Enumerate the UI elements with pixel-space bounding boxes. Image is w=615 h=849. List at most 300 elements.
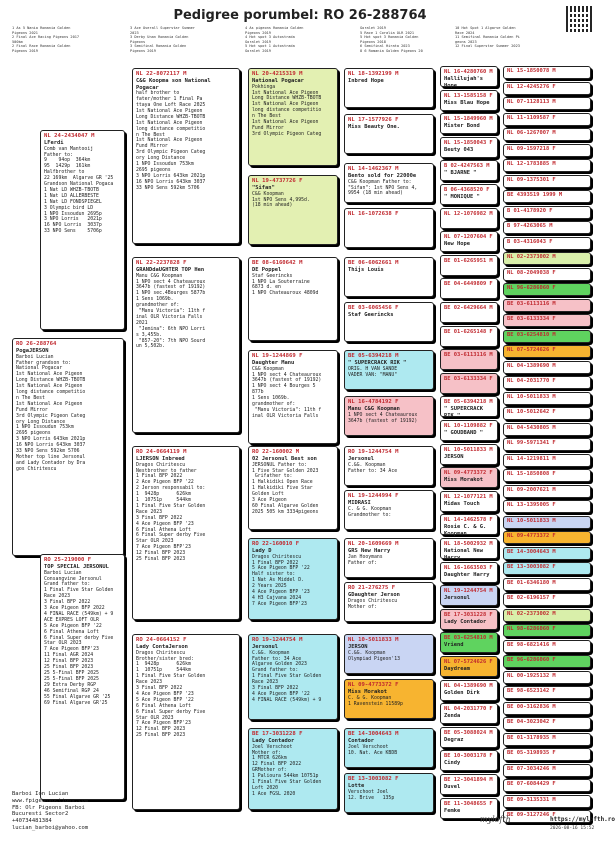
pigeon-card[interactable] bbox=[248, 446, 338, 530]
pigeon-card[interactable] bbox=[503, 469, 591, 482]
pigeon-name: Duvel bbox=[444, 784, 461, 790]
pigeon-card[interactable] bbox=[440, 609, 498, 630]
ring-number: NL 02-2373002 M bbox=[507, 610, 556, 617]
pigeon-card[interactable] bbox=[503, 717, 591, 730]
pigeon-card[interactable] bbox=[248, 728, 338, 810]
pigeon-card[interactable] bbox=[248, 538, 338, 620]
ring-number: NL 04-5430805 M bbox=[507, 424, 556, 431]
pigeon-notes: C&G Koopman 1 NPO sect 4 Chateauroux 3647b (fastest of 19192) 1 NPO sect 4 Bourges 5 877b 1 Sens 1069b. grandmother of: "Manu Victoria": 11th f inal OLR Victoria Falls bbox=[252, 366, 322, 419]
ring-number: BE 03-6113116 M bbox=[507, 300, 556, 307]
pigeon-card[interactable] bbox=[503, 562, 591, 575]
pigeon-card[interactable] bbox=[503, 640, 591, 653]
pigeon-card[interactable] bbox=[503, 438, 591, 451]
pigeon-notes: Jan Hooymans Father of: bbox=[348, 554, 383, 566]
pigeon-name: Femke bbox=[444, 807, 461, 814]
pigeon-card[interactable] bbox=[248, 68, 338, 166]
pigeon-card[interactable] bbox=[503, 330, 591, 343]
pigeon-card[interactable] bbox=[440, 90, 498, 111]
pigeon-notes: Dragos Chiritescu Nestbrother to father 1 Final BFP 2022 2 Ace Pigeon BFP '22 2 Jerson responsabil to: 1 9428p 626km 1 10751p 544km 1 Final Five Star Golden Race 2023 3 Final BFP 2022 4 Ace Pigeon BFP '23 6 Final Athena Loft 6 Final Super derby Five Star OLR 2023 7 Ace Pigeon BFP'23 12 Final BFP 2023 25 Final BFP 2023 bbox=[136, 462, 206, 563]
pigeon-notes: C.&G. Koopman Father to: 34 Ace bbox=[348, 462, 398, 474]
pigeon-card[interactable] bbox=[132, 68, 240, 244]
pigeon-card[interactable] bbox=[440, 208, 498, 229]
ring-number: NL 18-1392199 M bbox=[348, 71, 399, 77]
pigeon-name: Degraz bbox=[444, 736, 464, 743]
timestamp: 2026-08-16 15:52 bbox=[550, 826, 595, 831]
ring-number: BE 05-3198935 F bbox=[507, 750, 556, 756]
ring-number: BE 06-6062661 M bbox=[348, 260, 399, 266]
pigeon-card[interactable] bbox=[503, 733, 591, 746]
ring-number: BE 10-3003178 F bbox=[444, 753, 493, 760]
pigeon-card[interactable] bbox=[503, 593, 591, 606]
pigeon-name: Lady ContaJerson bbox=[136, 644, 188, 650]
ring-number: NL 14-1462367 M bbox=[348, 166, 399, 172]
pigeon-card[interactable] bbox=[503, 609, 591, 622]
pigeon-name: National Pogacar bbox=[252, 78, 304, 84]
ring-number: NL 04-1389690 M bbox=[507, 362, 556, 369]
ring-number: BE 98-6523142 F bbox=[507, 688, 556, 694]
ring-number: NL 19-1244754 M bbox=[444, 588, 493, 595]
pigeon-card[interactable] bbox=[440, 632, 498, 653]
pigeon-name: Rosie C. & G. Koopman bbox=[444, 524, 487, 537]
pigeon-notes: C.&G. Koopman Father to: 34 Ace Algarve Golden 2023 Grand father to: 1 Final Five Star Golden Race 2023 3 Final BFP 2022 4 Ace Pigeon BFP '22 4 FINAL RACE (549km) + 9 bbox=[252, 650, 322, 703]
pigeon-notes: Joel Verschoot Mother of: 1 MTCR 626km 12 Final BFP 2022 GRMother of: 1 Palioura 544km 10751p 1 Final Five Star Golden Loft 2020 1 Ace FGSL 2020 bbox=[252, 744, 322, 797]
pigeon-notes: Barboi Lucian Consangvine Jersonul Grand father to: 1 Final Five Star Golden Race 2023 3 Final BFP 2022 3 Ace Pigeon BFP 2022 4 FINAL RACE (549km) + 9 ACE EXPRES LOFT OLR 5 Ace Pigeon BFP '22 6 Final Athena Loft 6 Final Super derby Five Star OLR 2023 7 Ace Pigeon BFP'23 11 Final AGR 2024 12 Final BFP 2023 25 Final BFP 2023 25 5-Final BFP 2025 25 5-Final BFP 2025 29 Extra Derby RGP 46 Semifinal RGP 24 55 Final Algarve GR '25 69 Final Algarve GR'25 bbox=[44, 570, 114, 706]
site-link[interactable]: https://mylofth.ro bbox=[550, 816, 615, 823]
ring-number: NL 14-1219811 M bbox=[507, 455, 556, 462]
pigeon-card[interactable] bbox=[440, 302, 498, 323]
ring-number: BE 00-3162836 M bbox=[507, 703, 556, 710]
pigeon-card[interactable] bbox=[344, 163, 434, 203]
pigeon-card[interactable] bbox=[503, 578, 591, 591]
pigeon-card[interactable] bbox=[503, 268, 591, 281]
pigeon-name: JERSON bbox=[348, 644, 368, 650]
pigeon-card[interactable] bbox=[503, 516, 591, 529]
pigeon-notes: Dragos Chiritescu 1 Final BFP 2022 5 Ace Pigeon BFP '22 Half sister to: 1 Nat As Middel D. 2 Years 2025 4 Ace Pigeon BFP '23 4 H3 Cajvana 2024 7 Ace Pigeon BFP'23 bbox=[252, 554, 310, 607]
ring-number: BE 14-3004643 M bbox=[507, 548, 556, 555]
ring-number: NL 09-4773372 F bbox=[507, 533, 556, 539]
pigeon-card[interactable] bbox=[344, 679, 434, 719]
pigeon-card[interactable] bbox=[440, 396, 498, 417]
pigeon-name: Daydream bbox=[444, 666, 470, 672]
pigeon-card[interactable] bbox=[440, 562, 498, 583]
pigeon-name: MIDRASI bbox=[348, 500, 371, 506]
ring-number: BE 05-3088024 M bbox=[444, 729, 493, 736]
pigeon-card[interactable] bbox=[440, 491, 498, 512]
header-results-col-2: 3 Ace Overall Superstar Summer 2023 3 Derby Unan Romania Golden Pigeons 3 Semifinal Romania Golden Pigeons 2019 bbox=[130, 26, 195, 53]
ring-number: BE 04-3023042 F bbox=[507, 719, 556, 725]
pigeon-name: Beuty 043 bbox=[444, 146, 474, 153]
ring-number: BE 01-3178935 M bbox=[507, 734, 556, 741]
pigeon-card[interactable] bbox=[503, 748, 591, 761]
ring-number: NL 18-5002932 M bbox=[444, 541, 493, 547]
pigeon-card[interactable] bbox=[344, 257, 434, 297]
pigeon-name: JERSON bbox=[444, 453, 464, 460]
ring-number: NL 02-2373002 M bbox=[507, 254, 556, 260]
pigeon-card[interactable] bbox=[503, 206, 591, 219]
pigeon-card[interactable] bbox=[344, 208, 434, 248]
ring-number: NL 12-1076982 M bbox=[444, 210, 493, 217]
pigeon-card[interactable] bbox=[344, 396, 434, 436]
pigeon-card[interactable] bbox=[344, 490, 434, 530]
ring-number: NL 09-1597218 F bbox=[507, 145, 556, 152]
pigeon-name: Miss Morakot bbox=[444, 477, 483, 484]
pigeon-name: Daughter Manu bbox=[252, 360, 295, 366]
ring-number: RO 19-1244754 M bbox=[348, 449, 399, 455]
pigeon-card[interactable] bbox=[503, 237, 591, 250]
ring-number: BE 07-6084429 F bbox=[507, 781, 556, 787]
pigeon-notes: Manu C&G Koopman 1 NPO sect 4 Chateauroux 3647b (fastest of 19192) 1 NPO sec.4Bourges 5877b 1 Sens 1069b. grandmother of: "Manu Victoria": 11th f inal OLR Victoria Falls 2021 "Jemina": 6th NPO Lorri s 3,455b. "857-20": 7th NPO Sourd un 5,502b. bbox=[136, 273, 206, 350]
pigeon-name: Mister Bond bbox=[444, 123, 480, 130]
pigeon-card[interactable] bbox=[344, 728, 434, 768]
pigeon-name: PogaJERSON bbox=[16, 348, 49, 354]
pigeon-name: DE Poppel bbox=[252, 267, 282, 273]
pigeon-notes: C. & G. Koopman 1 Ravenstein 11589p bbox=[348, 695, 403, 707]
pigeon-card[interactable] bbox=[503, 283, 591, 296]
pigeon-card[interactable] bbox=[40, 130, 125, 330]
pigeon-name: " SUPERCRACK RIK " bbox=[348, 360, 407, 366]
pigeon-name: Contador bbox=[348, 738, 374, 744]
ring-number: NL 09-4773372 F bbox=[444, 470, 493, 477]
ring-number: NL 24-2434047 M bbox=[44, 133, 95, 139]
ring-number: BE 01-6265951 M bbox=[444, 257, 493, 264]
pigeon-card[interactable] bbox=[503, 531, 591, 544]
pigeon-name: LJERSON Inbreed bbox=[136, 456, 185, 462]
pigeon-name: TOP SPECIAL JERSONUL bbox=[44, 564, 109, 570]
pigeon-name: Miss Morakot bbox=[348, 689, 387, 695]
pigeon-card[interactable] bbox=[440, 113, 498, 134]
ring-number: NL 09-1375301 F bbox=[507, 176, 556, 183]
pigeon-name: GRANDdaUGHTER TOP Hen bbox=[136, 267, 205, 273]
pigeon-card[interactable] bbox=[440, 420, 498, 441]
pigeon-card[interactable] bbox=[503, 66, 591, 79]
pigeon-card[interactable] bbox=[503, 500, 591, 513]
ring-number: NL 98-6286060 F bbox=[507, 626, 556, 632]
pigeon-card[interactable] bbox=[440, 255, 498, 276]
ring-number: BE 05-6394218 M bbox=[348, 353, 399, 359]
pigeon-card[interactable] bbox=[40, 554, 125, 800]
ring-number: NL 12-1077121 M bbox=[444, 493, 493, 500]
ring-number: BE 02-6429664 M bbox=[444, 305, 493, 311]
pigeon-card[interactable] bbox=[344, 538, 434, 578]
ring-number: BE 01-6265148 F bbox=[444, 328, 493, 335]
pigeon-card[interactable] bbox=[440, 349, 498, 370]
pigeon-card[interactable] bbox=[440, 703, 498, 724]
page-title: Pedigree porumbel: RO 26-288764 bbox=[173, 8, 427, 23]
pigeon-card[interactable] bbox=[248, 350, 338, 444]
header-results-col-4: Goralet 2019 5 Race 1 Coralia OLR 2021 5 Hot spot 3 Romania Golden Pigeons 2018 6 Semifinal Hirata 2023 8 6 Romania Golden Pigeons 20 bbox=[360, 26, 423, 53]
pigeon-notes: Dragos Chiritescu Brother/sister bred: 1 9428p 626km 1 10751p 544km 1 Final Five Star Golden Race 2023 3 Final BFP 2022 4 Ace Pigeon BFP '23 5 Ace Pigeon BFP '22 6 Final Athena Loft 6 Final Super derby Five Star OLR 2023 7 Ace Pigeon BFP'23 12 Final BFP 2023 25 Final BFP 2023 bbox=[136, 650, 206, 739]
pigeon-card[interactable] bbox=[440, 278, 498, 299]
ring-number: BE 03-6254810 M bbox=[444, 635, 493, 642]
ring-number: NL 04-2031770 F bbox=[507, 378, 556, 384]
pigeon-card[interactable] bbox=[248, 257, 338, 341]
pigeon-name: "Sifan" bbox=[252, 185, 275, 191]
ring-number: NL 06-1267007 M bbox=[507, 130, 556, 136]
ring-number: NL 04-1389690 M bbox=[444, 682, 493, 689]
pigeon-card[interactable] bbox=[344, 350, 434, 390]
pigeon-card[interactable] bbox=[344, 68, 434, 108]
pigeon-name: New Hope bbox=[444, 241, 470, 248]
ring-number: NL 09-2007621 M bbox=[507, 486, 556, 493]
pigeon-card[interactable] bbox=[440, 137, 498, 158]
ring-number: NL 16-1072638 F bbox=[348, 211, 399, 217]
pigeon-card[interactable] bbox=[440, 774, 498, 795]
pigeon-card[interactable] bbox=[503, 764, 591, 777]
pigeon-card[interactable] bbox=[440, 444, 498, 465]
pigeon-card[interactable] bbox=[503, 624, 591, 637]
ring-number: NL 09-4773372 F bbox=[348, 682, 399, 688]
ring-number: BE 12-3041894 M bbox=[444, 777, 493, 783]
pigeon-notes: half brother to fater/mother 1 Final Pa ttaya One Loft Race 2025 1st National Ace Pigeon Long Distance WHZB-TBOTB 1st National Ace Pigeon long distance competitio n The Best 1st National Ace Pigeon Fund Mirror 3rd Olympic Pigeon Categ ory Long Distance 1 NPO Issoudun 753km 2695 pigeons 3 NPO Lorris 643km 2021p 16 NPO Lorris 643km 3037 33 NPO Sens 592km 5706 bbox=[136, 91, 206, 191]
ring-number: BE 98-6821416 M bbox=[507, 641, 556, 648]
pigeon-notes: 1 NPO sect 4 Chateauroux 3647b (fastest of 19192) bbox=[348, 412, 418, 424]
header-results-col-3: 4 As pigeons Romania Golden Pigeons 2019 4 Hot spot 3 Autostrada Goralet 2019 5 Hot spot 1 Autostrada Goralet 2019 bbox=[245, 26, 304, 53]
pigeon-name: Lady Contador bbox=[252, 738, 295, 744]
ring-number: NL 12-4245276 F bbox=[507, 83, 556, 90]
ring-number: BE 17-3031228 F bbox=[252, 731, 303, 737]
ring-number: RO 21-276275 F bbox=[348, 585, 396, 591]
ring-number: BE 09-3135331 M bbox=[507, 796, 556, 803]
pigeon-card[interactable] bbox=[503, 299, 591, 312]
pigeon-card[interactable] bbox=[344, 773, 434, 813]
ring-number: B 02-4247563 M bbox=[444, 163, 490, 170]
pigeon-card[interactable] bbox=[344, 114, 434, 154]
pigeon-name: Miss Beauty One. bbox=[348, 124, 400, 130]
pigeon-name: Vriend bbox=[444, 642, 464, 649]
ring-number: B 97-4263065 M bbox=[507, 223, 553, 229]
ring-number: NL 17-1577926 F bbox=[348, 117, 399, 123]
pigeon-name: " GOUDBAND " bbox=[444, 430, 483, 436]
ring-number: NL 99-5971341 F bbox=[507, 440, 556, 446]
ring-number: NL 15-1850043 F bbox=[444, 139, 493, 146]
ring-number: NL 19-1244994 F bbox=[348, 493, 399, 499]
ring-number: BE 17-3031228 F bbox=[444, 611, 493, 618]
ring-number: NL 15-1850808 F bbox=[507, 471, 556, 477]
pigeon-name: Hallilujah's Hope bbox=[444, 76, 483, 89]
pigeon-name: Jersonul bbox=[252, 644, 278, 650]
pigeon-notes: Dragos Chiritescu Mother of: bbox=[348, 598, 398, 610]
pigeon-card[interactable] bbox=[440, 514, 498, 535]
qr-code-icon bbox=[566, 6, 592, 32]
pigeon-card[interactable] bbox=[248, 634, 338, 720]
ring-number: B 06-4368520 F bbox=[444, 187, 490, 193]
pigeon-notes: C. & G. Koopman Grandmother to: bbox=[348, 506, 392, 518]
pigeon-card[interactable] bbox=[503, 113, 591, 126]
ring-number: NL 10-5012642 F bbox=[507, 409, 556, 415]
ring-number: BE 01-6346180 M bbox=[507, 579, 556, 586]
ring-number: NL 10-5011833 M bbox=[444, 446, 493, 453]
pigeon-name: Midas Touch bbox=[444, 500, 480, 507]
pigeon-card[interactable] bbox=[503, 392, 591, 405]
pigeon-card[interactable] bbox=[440, 373, 498, 394]
pigeon-name: Golden Dirk bbox=[444, 689, 480, 696]
pigeon-notes: ORIG. H VAN SANDE VADER VAN: "MANU" bbox=[348, 366, 398, 378]
ring-number: NL 10-5011833 M bbox=[348, 637, 399, 643]
ring-number: NL 16-4784192 F bbox=[348, 399, 399, 405]
pigeon-card[interactable] bbox=[503, 252, 591, 265]
pigeon-name: C&G Koopma son National Pogacar bbox=[136, 78, 211, 91]
ring-number: RO 26-288764 bbox=[16, 341, 57, 347]
pigeon-card[interactable] bbox=[440, 727, 498, 748]
ring-number: RO 19-1244754 M bbox=[252, 637, 303, 643]
pigeon-card[interactable] bbox=[503, 128, 591, 141]
ring-number: BE 11-3048655 F bbox=[444, 800, 493, 807]
pigeon-card[interactable] bbox=[503, 175, 591, 188]
pigeon-name: " SUPERCRACK RIK " bbox=[444, 406, 483, 419]
ring-number: RO 24-0664152 F bbox=[136, 637, 187, 643]
pigeon-card[interactable] bbox=[503, 485, 591, 498]
ring-number: B 03-4316043 F bbox=[507, 238, 553, 245]
ring-number: NL 19-1244869 F bbox=[252, 353, 303, 359]
ring-number: NL 07-1207604 F bbox=[444, 234, 493, 241]
pigeon-name: GRS New Harry bbox=[348, 548, 391, 554]
pigeon-card[interactable] bbox=[503, 655, 591, 668]
ring-number: BE 04-6449809 F bbox=[444, 281, 493, 288]
pigeon-name: Bento sold for 22000e bbox=[348, 173, 417, 179]
mylofth-logo: mylofth bbox=[480, 815, 511, 824]
pigeon-card[interactable] bbox=[503, 407, 591, 420]
pigeon-name: Inbred Hope bbox=[348, 78, 384, 84]
ring-number: NL 11-1109587 F bbox=[507, 114, 556, 121]
pigeon-card[interactable] bbox=[440, 326, 498, 347]
pigeon-notes: C&G Koopman Father to: "Sifan": 1st NPO Sens 4, 9954 (18 min ahead) bbox=[348, 179, 418, 197]
ring-number: NL 07-5724626 F bbox=[444, 659, 493, 665]
pigeon-notes: Barboi Lucian Father grandson to: National Pogacar 1st National Ace Pigeon Long Distance WHZB-TBOTB 1st National Ace Pigeon long distance competitio n The Best 1st National Ace Pigeon Fund Mirror 3rd Olympic Pigeon Categ ory Long Distance 1 NPO Issoudun 753km 2695 pigeons 3 NPO Lorris 643km 2021p 16 NPO Lorris 643km 3037 33 NPO Sens 592km 5706 Mother top line Jersonul and Lady Contador by Dra gos Chiritescu bbox=[16, 354, 86, 472]
pigeon-notes: Pokhinga 1st National Ace Pigeon Long Distance WHZB-TBOTB 1st National Ace Pigeon long distance competitio n The Best 1st National Ace Pigeon Fund Mirror 3rd Olympic Pigeon Categ bbox=[252, 84, 322, 137]
pigeon-card[interactable] bbox=[503, 454, 591, 467]
pigeon-name: Jersonul bbox=[348, 456, 374, 462]
pigeon-card[interactable] bbox=[12, 338, 124, 556]
ring-number: BE 14-3004643 M bbox=[348, 731, 399, 737]
pigeon-card[interactable] bbox=[248, 175, 338, 245]
pigeon-card[interactable] bbox=[344, 582, 434, 622]
pigeon-card[interactable] bbox=[440, 656, 498, 677]
pigeon-card[interactable] bbox=[503, 702, 591, 715]
pigeon-card[interactable] bbox=[503, 795, 591, 808]
ring-number: RO 24-0664119 M bbox=[136, 449, 187, 455]
ring-number: BE 03-6113116 M bbox=[444, 352, 493, 359]
pigeon-card[interactable] bbox=[344, 302, 434, 342]
ring-number: BE 13-3003082 F bbox=[348, 776, 399, 782]
pigeon-card[interactable] bbox=[503, 314, 591, 327]
pigeon-name: Lotte bbox=[348, 783, 365, 789]
pigeon-name: Staf Geerincks bbox=[348, 312, 394, 318]
pigeon-card[interactable] bbox=[440, 66, 498, 87]
ring-number: NL 08-2049038 F bbox=[507, 269, 556, 276]
ring-number: BE 05-6394218 M bbox=[444, 399, 493, 406]
ring-number: NL 10-5011833 M bbox=[507, 393, 556, 400]
ring-number: BE 08-6160642 M bbox=[252, 260, 303, 266]
pigeon-card[interactable] bbox=[503, 547, 591, 560]
pigeon-name: GDaughter Jerson bbox=[348, 592, 400, 598]
pigeon-card[interactable] bbox=[440, 750, 498, 771]
pigeon-name: Zenda bbox=[444, 713, 461, 720]
pigeon-notes: C&G Koopman 1st NPO Sens 4,995d. (18 min ahead) bbox=[252, 191, 310, 209]
pigeon-card[interactable] bbox=[503, 144, 591, 157]
pigeon-card[interactable] bbox=[344, 446, 434, 486]
header-results-col-1: 1 As 5 Nania Romania Golden Pigeons 2021 2 Final Ace Racing Pigeons 2017 500km 2 Final Race Romania Golden Pigeons 2019 bbox=[12, 26, 80, 53]
ring-number: NL 13-1395005 F bbox=[507, 502, 556, 508]
pigeon-name: Thijs Louis bbox=[348, 267, 384, 273]
pigeon-card[interactable] bbox=[503, 97, 591, 110]
ring-number: BE 4393519 1999 M bbox=[507, 192, 563, 198]
ring-number: BE 02-6196157 F bbox=[507, 595, 556, 601]
pigeon-notes: Verschoot Joel 12. Brive 135p bbox=[348, 789, 395, 801]
ring-number: BE 03-6065456 F bbox=[348, 305, 399, 311]
ring-number: NL 20-4215319 M bbox=[252, 71, 303, 77]
ring-number: NL 07-5724626 F bbox=[507, 347, 556, 353]
pigeon-card[interactable] bbox=[440, 231, 498, 252]
pigeon-name: Cindy bbox=[444, 760, 461, 767]
pigeon-card[interactable] bbox=[440, 160, 498, 181]
pigeon-card[interactable] bbox=[503, 423, 591, 436]
pigeon-card[interactable] bbox=[132, 257, 240, 433]
pigeon-name: National New Harry bbox=[444, 548, 483, 561]
ring-number: BE 09-3127246 F bbox=[507, 812, 556, 818]
ring-number: NL 13-1585158 F bbox=[444, 92, 493, 99]
pigeon-card[interactable] bbox=[503, 345, 591, 358]
pigeon-name: Miss Blau Hope bbox=[444, 99, 490, 106]
pigeon-card[interactable] bbox=[503, 779, 591, 792]
ring-number: RO 22-160002 M bbox=[252, 449, 300, 455]
ring-number: NL 07-1128113 M bbox=[507, 99, 556, 105]
ring-number: B 01-4178920 F bbox=[507, 207, 553, 214]
breeder-contact: Barboi Ion Lucian www.fpigeonauctions.com FB: Olr Pigeons Barboi Bucuresti Sector2 +40734481384 lucian_barboi@yahoo.com bbox=[12, 791, 89, 831]
pigeon-card[interactable] bbox=[440, 680, 498, 701]
pigeon-notes: Staf Geerincks 1 NPO La Souterraine 6873 d. en 1 NPO Chateauroux 4809d bbox=[252, 273, 319, 297]
pigeon-name: Lady D bbox=[252, 548, 272, 554]
pigeon-name: " BJARNE " bbox=[444, 170, 477, 177]
pigeon-name: Lady Contador bbox=[444, 618, 487, 625]
pigeon-card[interactable] bbox=[503, 361, 591, 374]
ring-number: NL 00-1925132 M bbox=[507, 672, 556, 679]
pigeon-name: " MONIQUE " bbox=[444, 194, 480, 200]
pigeon-name: LFerdi bbox=[44, 140, 64, 146]
ring-number: NL 19-4737726 F bbox=[252, 178, 303, 184]
pigeon-card[interactable] bbox=[132, 446, 240, 620]
pigeon-card[interactable] bbox=[344, 634, 434, 674]
ring-number: BE 03-6133334 F bbox=[507, 316, 556, 322]
ring-number: BE 13-3003082 F bbox=[507, 564, 556, 570]
pigeon-card[interactable] bbox=[440, 585, 498, 606]
ring-number: NL 22-2237828 F bbox=[136, 260, 187, 266]
pigeon-name: Manu C&G Koopman bbox=[348, 406, 400, 412]
pigeon-card[interactable] bbox=[132, 634, 240, 810]
pigeon-card[interactable] bbox=[440, 538, 498, 559]
pigeon-card[interactable] bbox=[503, 221, 591, 234]
pigeon-name: Daughter Harry bbox=[444, 571, 490, 578]
pigeon-card[interactable] bbox=[503, 376, 591, 389]
pigeon-name: Jersonul bbox=[444, 595, 470, 602]
ring-number: BE 07-3034246 M bbox=[507, 765, 556, 772]
pigeon-card[interactable] bbox=[440, 467, 498, 488]
pigeon-card[interactable] bbox=[503, 159, 591, 172]
pigeon-card[interactable] bbox=[440, 184, 498, 205]
pigeon-card[interactable] bbox=[503, 686, 591, 699]
ring-number: NL 04-2031770 F bbox=[444, 706, 493, 713]
pigeon-notes: JERSONUL Father to: 1 Five Star Golden 2023 Grifather to: 1 Halkidiki Open Race 1 Halkidiki Five Star Golden Loft 3 Ace Pigeon 60 Final Algarve Golden 2025 505 km 3334pigeons bbox=[252, 462, 319, 515]
ring-number: RO 25-219000 F bbox=[44, 557, 92, 563]
pigeon-card[interactable] bbox=[503, 82, 591, 95]
header-results-col-5: 10 Hot Spot 1 Algarve Golden Race 2024 11 Semifinal Romania Golden Pi geons 2023 12 Final Superstar Summer 2023 bbox=[455, 26, 520, 49]
ring-number: BE 03-6133334 F bbox=[444, 375, 493, 382]
ring-number: NL 16-4280760 M bbox=[444, 69, 493, 75]
ring-number: NL 20-1609669 M bbox=[348, 541, 399, 547]
pigeon-card[interactable] bbox=[503, 190, 591, 203]
pigeon-card[interactable] bbox=[503, 671, 591, 684]
ring-number: RO 22-160010 F bbox=[252, 541, 300, 547]
pigeon-name: 02 Jersonul Best son bbox=[252, 456, 317, 462]
